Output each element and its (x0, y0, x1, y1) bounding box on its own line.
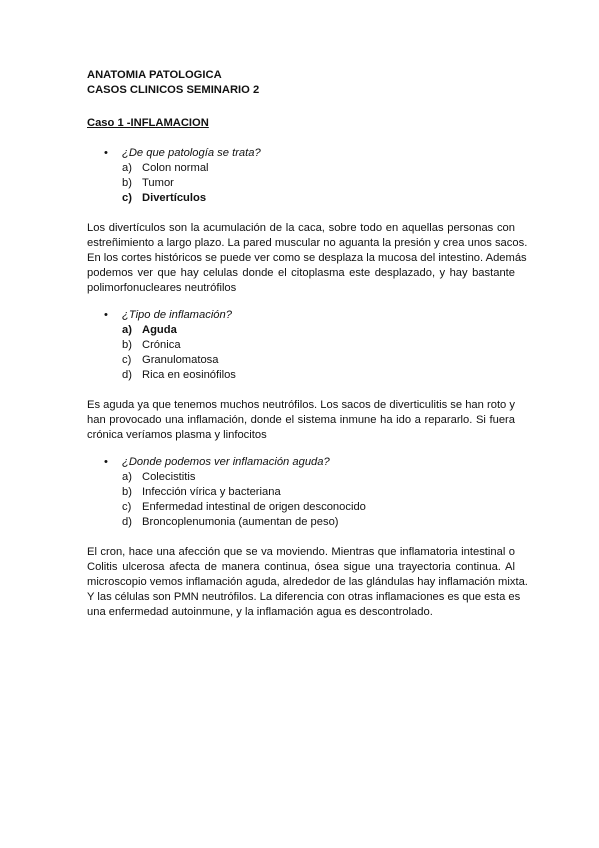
paragraph-line: estreñimiento a largo plazo. La pared muscular no aguanta la presión y crea unos sacos. (87, 237, 528, 249)
paragraph-line: Los divertículos son la acumulación de la caca, sobre todo en aquellas personas con (87, 222, 515, 234)
option-text: Tumor (142, 177, 174, 189)
option-item (87, 176, 515, 191)
option-marker: a) (122, 162, 132, 174)
paragraph-line: Colitis ulcerosa afecta de manera continua, ósea sigue una trayectoria continua. Al (87, 561, 515, 573)
paragraph-line: han provocado una inflamación, donde el sistema inmune ha ido a repararlo. Si fuera (87, 414, 515, 426)
section-title: Caso 1 -INFLAMACION (87, 117, 209, 129)
option-item (87, 161, 515, 176)
option-item (87, 515, 515, 530)
option-marker: b) (122, 486, 132, 498)
paragraph-line: polimorfonucleares neutrófilos (87, 282, 237, 294)
paragraph-line: Y las células son PMN neutrófilos. La diferencia con otras inflamaciones es que esta es (87, 591, 521, 603)
document-body (87, 68, 528, 618)
option-item (87, 353, 515, 368)
option-marker: c) (122, 354, 132, 366)
paragraph-line: Es aguda ya que tenemos muchos neutrófilos. Los sacos de diverticulitis se han roto y (87, 399, 515, 411)
option-marker: a) (122, 324, 132, 336)
option-item (87, 500, 515, 515)
option-marker: a) (122, 471, 132, 483)
option-text: Granulomatosa (142, 354, 219, 366)
paragraph-2 (87, 398, 515, 443)
option-item (87, 470, 515, 485)
question-1 (87, 146, 515, 161)
option-marker: d) (122, 369, 132, 381)
bullet-icon: • (104, 309, 108, 321)
paragraph-line: crónica veríamos plasma y linfocitos (87, 429, 267, 441)
question-text: ¿Tipo de inflamación? (122, 309, 232, 321)
option-marker: b) (122, 177, 132, 189)
question-block-1 (87, 146, 515, 206)
option-text: Colon normal (142, 162, 209, 174)
question-block-2 (87, 308, 515, 383)
question-2 (87, 308, 515, 323)
option-text: Aguda (142, 324, 177, 336)
question-3 (87, 455, 515, 470)
options-list (87, 323, 515, 383)
question-text: ¿De que patología se trata? (122, 147, 261, 159)
option-text: Rica en eosinófilos (142, 369, 236, 381)
option-marker: c) (122, 192, 132, 204)
paragraph-1 (87, 221, 528, 296)
paragraph-line: una enfermedad autoinmune, y la inflamación agua es descontrolado. (87, 606, 433, 618)
question-text: ¿Donde podemos ver inflamación aguda? (122, 456, 330, 468)
document-title: ANATOMIA PATOLOGICA (87, 69, 222, 81)
option-item-correct (87, 323, 515, 338)
option-item (87, 368, 515, 383)
paragraph-3 (87, 545, 528, 620)
option-item (87, 485, 515, 500)
option-marker: d) (122, 516, 132, 528)
paragraph-line: En los cortes históricos se puede ver como se desplaza la mucosa del intestino. Además (87, 252, 527, 264)
options-list (87, 470, 515, 530)
option-text: Broncoplenumonia (aumentan de peso) (142, 516, 339, 528)
paragraph-line: microscopio vemos inflamación aguda, alrededor de las glándulas hay inflamación mixta. (87, 576, 528, 588)
document-subtitle: CASOS CLINICOS SEMINARIO 2 (87, 84, 260, 96)
option-marker: b) (122, 339, 132, 351)
options-list (87, 161, 515, 206)
option-item (87, 338, 515, 353)
question-block-3 (87, 455, 515, 530)
option-text: Crónica (142, 339, 181, 351)
option-text: Divertículos (142, 192, 207, 204)
option-text: Infección vírica y bacteriana (142, 486, 281, 498)
option-marker: c) (122, 501, 132, 513)
paragraph-line: El cron, hace una afección que se va moviendo. Mientras que inflamatoria intestinal o (87, 546, 515, 558)
bullet-icon: • (104, 456, 108, 468)
option-text: Colecistitis (142, 471, 196, 483)
option-item-correct (87, 191, 515, 206)
bullet-icon: • (104, 147, 108, 159)
paragraph-line: podemos ver que hay celulas donde el citoplasma este desplazado, y hay bastante (87, 267, 515, 279)
option-text: Enfermedad intestinal de origen desconocido (142, 501, 366, 513)
